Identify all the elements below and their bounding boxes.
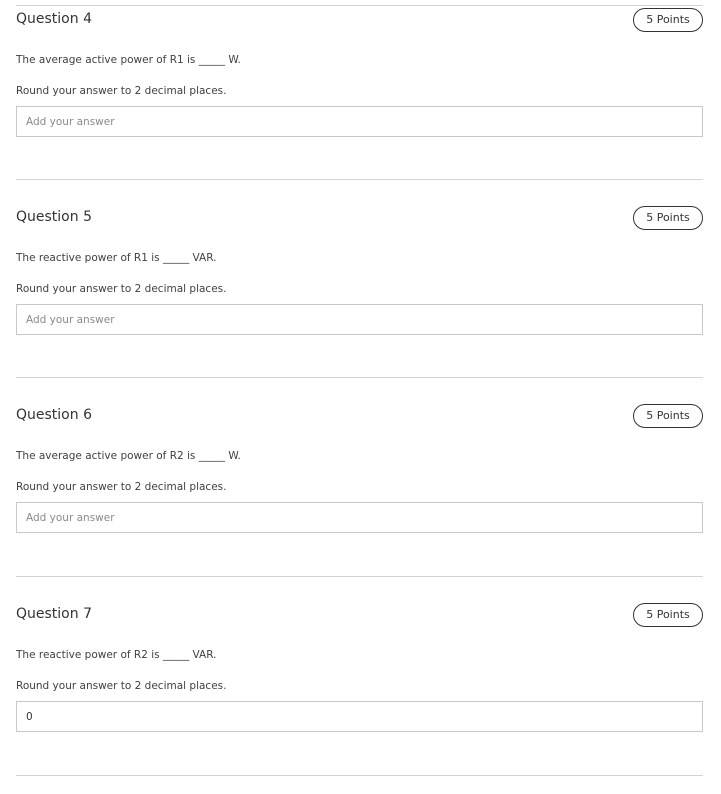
answer-input[interactable] (16, 304, 703, 335)
divider (16, 5, 703, 6)
answer-input[interactable] (16, 502, 703, 533)
answer-input[interactable] (16, 106, 703, 137)
points-badge: 5 Points (633, 8, 703, 32)
points-badge: 5 Points (633, 206, 703, 230)
points-badge: 5 Points (633, 603, 703, 627)
question-instruction: Round your answer to 2 decimal places. (16, 680, 227, 692)
question-title: Question 7 (16, 606, 92, 622)
question-prompt: The average active power of R2 is _____ W. (16, 450, 241, 462)
divider (16, 576, 703, 577)
question-title: Question 6 (16, 407, 92, 423)
question-prompt: The reactive power of R2 is _____ VAR. (16, 649, 217, 661)
question-title: Question 5 (16, 209, 92, 225)
question-prompt: The reactive power of R1 is _____ VAR. (16, 252, 217, 264)
points-badge: 5 Points (633, 404, 703, 428)
divider (16, 179, 703, 180)
question-instruction: Round your answer to 2 decimal places. (16, 85, 227, 97)
divider (16, 775, 703, 776)
answer-input[interactable] (16, 701, 703, 732)
question-prompt: The average active power of R1 is _____ W. (16, 54, 241, 66)
question-instruction: Round your answer to 2 decimal places. (16, 481, 227, 493)
question-title: Question 4 (16, 11, 92, 27)
divider (16, 377, 703, 378)
question-instruction: Round your answer to 2 decimal places. (16, 283, 227, 295)
